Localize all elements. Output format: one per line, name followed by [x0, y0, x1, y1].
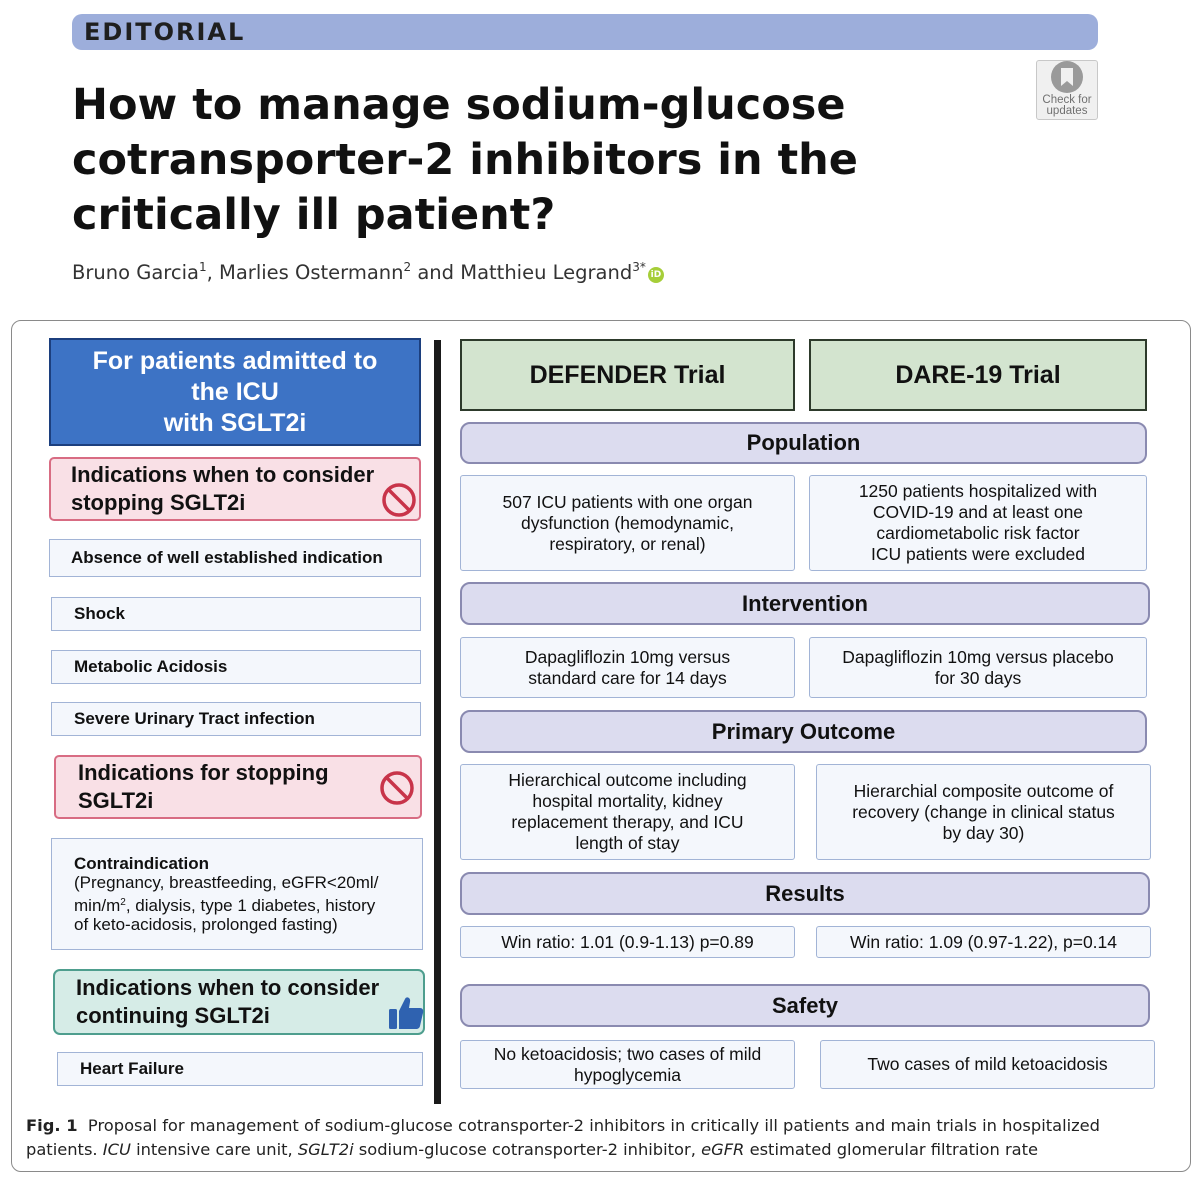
list-item — [49, 539, 421, 577]
cell-dare-population — [809, 475, 1147, 571]
author-separator: , — [206, 261, 220, 284]
left-header-line: the ICU — [191, 377, 279, 406]
cell-line: for 30 days — [934, 667, 1022, 688]
trial-name: DEFENDER Trial — [529, 360, 726, 389]
list-item-label: Heart Failure — [80, 1059, 184, 1078]
caption-text: Proposal for management of sodium-glucose cotransporter-2 inhibitors in critically ill patients and main trials in hospitalized patients. — [26, 1116, 1101, 1159]
contraindication-unit: min/m — [74, 895, 121, 915]
author-separator: and — [411, 261, 461, 284]
author-affiliation: 3* — [632, 260, 646, 274]
cell-line: Two cases of mild ketoacidosis — [867, 1054, 1108, 1074]
cell-defender-outcome — [460, 764, 795, 860]
list-item-label: Severe Urinary Tract infection — [74, 709, 315, 728]
check-for-updates-button[interactable] — [1036, 60, 1098, 120]
cell-line: Hierarchical outcome including — [508, 770, 747, 790]
stopping-title: SGLT2i — [78, 788, 154, 813]
cell-dare-results — [816, 926, 1151, 958]
abbrev-def: estimated glomerular filtration rate — [749, 1140, 1039, 1159]
contraindication-text: , dialysis, type 1 diabetes, history — [125, 895, 376, 915]
cell-line: by day 30) — [942, 822, 1025, 843]
consider-stopping-title: stopping SGLT2i — [71, 490, 246, 515]
section-primary-outcome — [460, 710, 1147, 753]
section-intervention — [460, 582, 1150, 625]
contraindication-exponent: 2 — [120, 896, 126, 908]
cell-line: length of stay — [575, 833, 680, 853]
continuing-box — [53, 969, 425, 1035]
continuing-title: continuing SGLT2i — [76, 1003, 270, 1028]
cell-line: 1250 patients hospitalized with — [858, 481, 1098, 501]
article-title: How to manage sodium-glucose cotransporter-2 inhibitors in the critically ill patient? — [72, 80, 858, 240]
column-divider — [434, 340, 441, 1104]
author-name[interactable]: Bruno Garcia — [72, 261, 199, 284]
cell-line: standard care for 14 days — [528, 667, 727, 688]
cell-line: 507 ICU patients with one organ — [502, 491, 753, 512]
cell-line: cardiometabolic risk factor — [876, 523, 1080, 543]
trial-header-dare19 — [809, 339, 1147, 411]
cell-defender-results — [460, 926, 795, 958]
contraindication-title: Contraindication — [74, 853, 210, 873]
section-label: EDITORIAL — [84, 18, 246, 46]
trial-name: DARE-19 Trial — [895, 360, 1061, 389]
abbrev-term: ICU — [102, 1140, 131, 1159]
contraindication-line: of keto-acidosis, prolonged fasting) — [74, 915, 338, 934]
abbrev-def: sodium-glucose cotransporter-2 inhibitor — [358, 1140, 691, 1159]
cell-line: hospital mortality, kidney — [532, 791, 723, 811]
trial-header-defender — [460, 339, 795, 411]
cell-dare-outcome — [816, 764, 1151, 860]
cell-line: respiratory, or renal) — [549, 533, 706, 554]
cell-line: No ketoacidosis; two cases of mild — [493, 1043, 762, 1064]
author-name[interactable]: Marlies Ostermann — [219, 261, 404, 284]
cell-line: ICU patients were excluded — [870, 544, 1085, 564]
cell-line: Win ratio: 1.01 (0.9-1.13) p=0.89 — [501, 931, 754, 952]
section-population — [460, 422, 1147, 464]
cell-dare-intervention — [809, 637, 1147, 698]
stopping-box — [54, 755, 422, 819]
list-item-label: Shock — [74, 604, 126, 623]
stopping-title: Indications for stopping — [78, 760, 329, 785]
cell-line: Dapagliflozin 10mg versus — [524, 646, 731, 667]
cell-line: replacement therapy, and ICU — [511, 812, 744, 832]
section-label: Results — [765, 880, 845, 906]
thumbs-up-icon — [387, 995, 425, 1031]
section-results — [460, 872, 1150, 915]
cell-line: Win ratio: 1.09 (0.97-1.22), p=0.14 — [849, 931, 1118, 952]
continuing-title: Indications when to consider — [76, 975, 380, 1000]
check-updates-line1: Check for — [1042, 94, 1092, 106]
no-entry-icon — [379, 770, 415, 806]
cell-line: Dapagliflozin 10mg versus placebo — [842, 646, 1114, 667]
section-label: Primary Outcome — [711, 718, 896, 744]
left-header-line: For patients admitted to — [92, 346, 378, 375]
cell-line: Hierarchial composite outcome of — [853, 780, 1114, 801]
author-affiliation: 1 — [198, 260, 207, 274]
no-entry-icon — [381, 482, 417, 518]
contraindication-line — [74, 893, 378, 916]
cell-defender-safety — [460, 1040, 795, 1089]
abbrev-term: eGFR — [701, 1140, 745, 1159]
section-label: Population — [746, 430, 861, 455]
orcid-icon[interactable]: iD — [648, 267, 664, 283]
contraindication-box — [51, 838, 423, 950]
abbrev-term: SGLT2i — [297, 1140, 354, 1159]
cell-line: dysfunction (hemodynamic, — [520, 512, 735, 533]
list-item — [57, 1052, 423, 1086]
author-list — [72, 260, 772, 284]
left-header — [49, 338, 421, 446]
cell-line: recovery (change in clinical status — [852, 801, 1115, 822]
list-item-label: Absence of well established indication — [71, 548, 383, 567]
section-safety — [460, 984, 1150, 1027]
list-item — [51, 702, 421, 736]
cell-defender-population — [460, 475, 795, 571]
section-label: Intervention — [742, 590, 868, 616]
author-affiliation: 2 — [403, 260, 412, 274]
list-item — [51, 650, 421, 684]
check-updates-line2: updates — [1046, 105, 1088, 117]
cell-dare-safety — [820, 1040, 1155, 1089]
left-header-line: with SGLT2i — [163, 408, 307, 437]
figure-label: Fig. 1 — [26, 1116, 78, 1135]
cell-line: COVID-19 and at least one — [872, 502, 1084, 522]
abbrev-def: intensive care unit — [136, 1140, 288, 1159]
contraindication-line: (Pregnancy, breastfeeding, eGFR<20ml/ — [74, 873, 379, 892]
cell-line: hypoglycemia — [573, 1064, 681, 1085]
bookmark-icon — [1051, 61, 1083, 93]
consider-stopping-box — [49, 457, 421, 521]
figure-caption: Fig. 1 Proposal for management of sodium-glucose cotransporter-2 inhibitors in critically ill patients and main trials in hospitalized patients. ICU intensive care unit, SGLT2i sodium-glucose cotransporter-2 inhibitor, eGFR estimated glomerular filtration rate — [26, 1116, 1101, 1159]
author-name[interactable]: Matthieu Legrand — [460, 261, 633, 284]
list-item — [51, 597, 421, 631]
cell-defender-intervention — [460, 637, 795, 698]
section-label: Safety — [771, 992, 839, 1018]
section-banner — [72, 14, 1098, 50]
list-item-label: Metabolic Acidosis — [74, 657, 228, 676]
consider-stopping-title: Indications when to consider — [71, 462, 375, 487]
